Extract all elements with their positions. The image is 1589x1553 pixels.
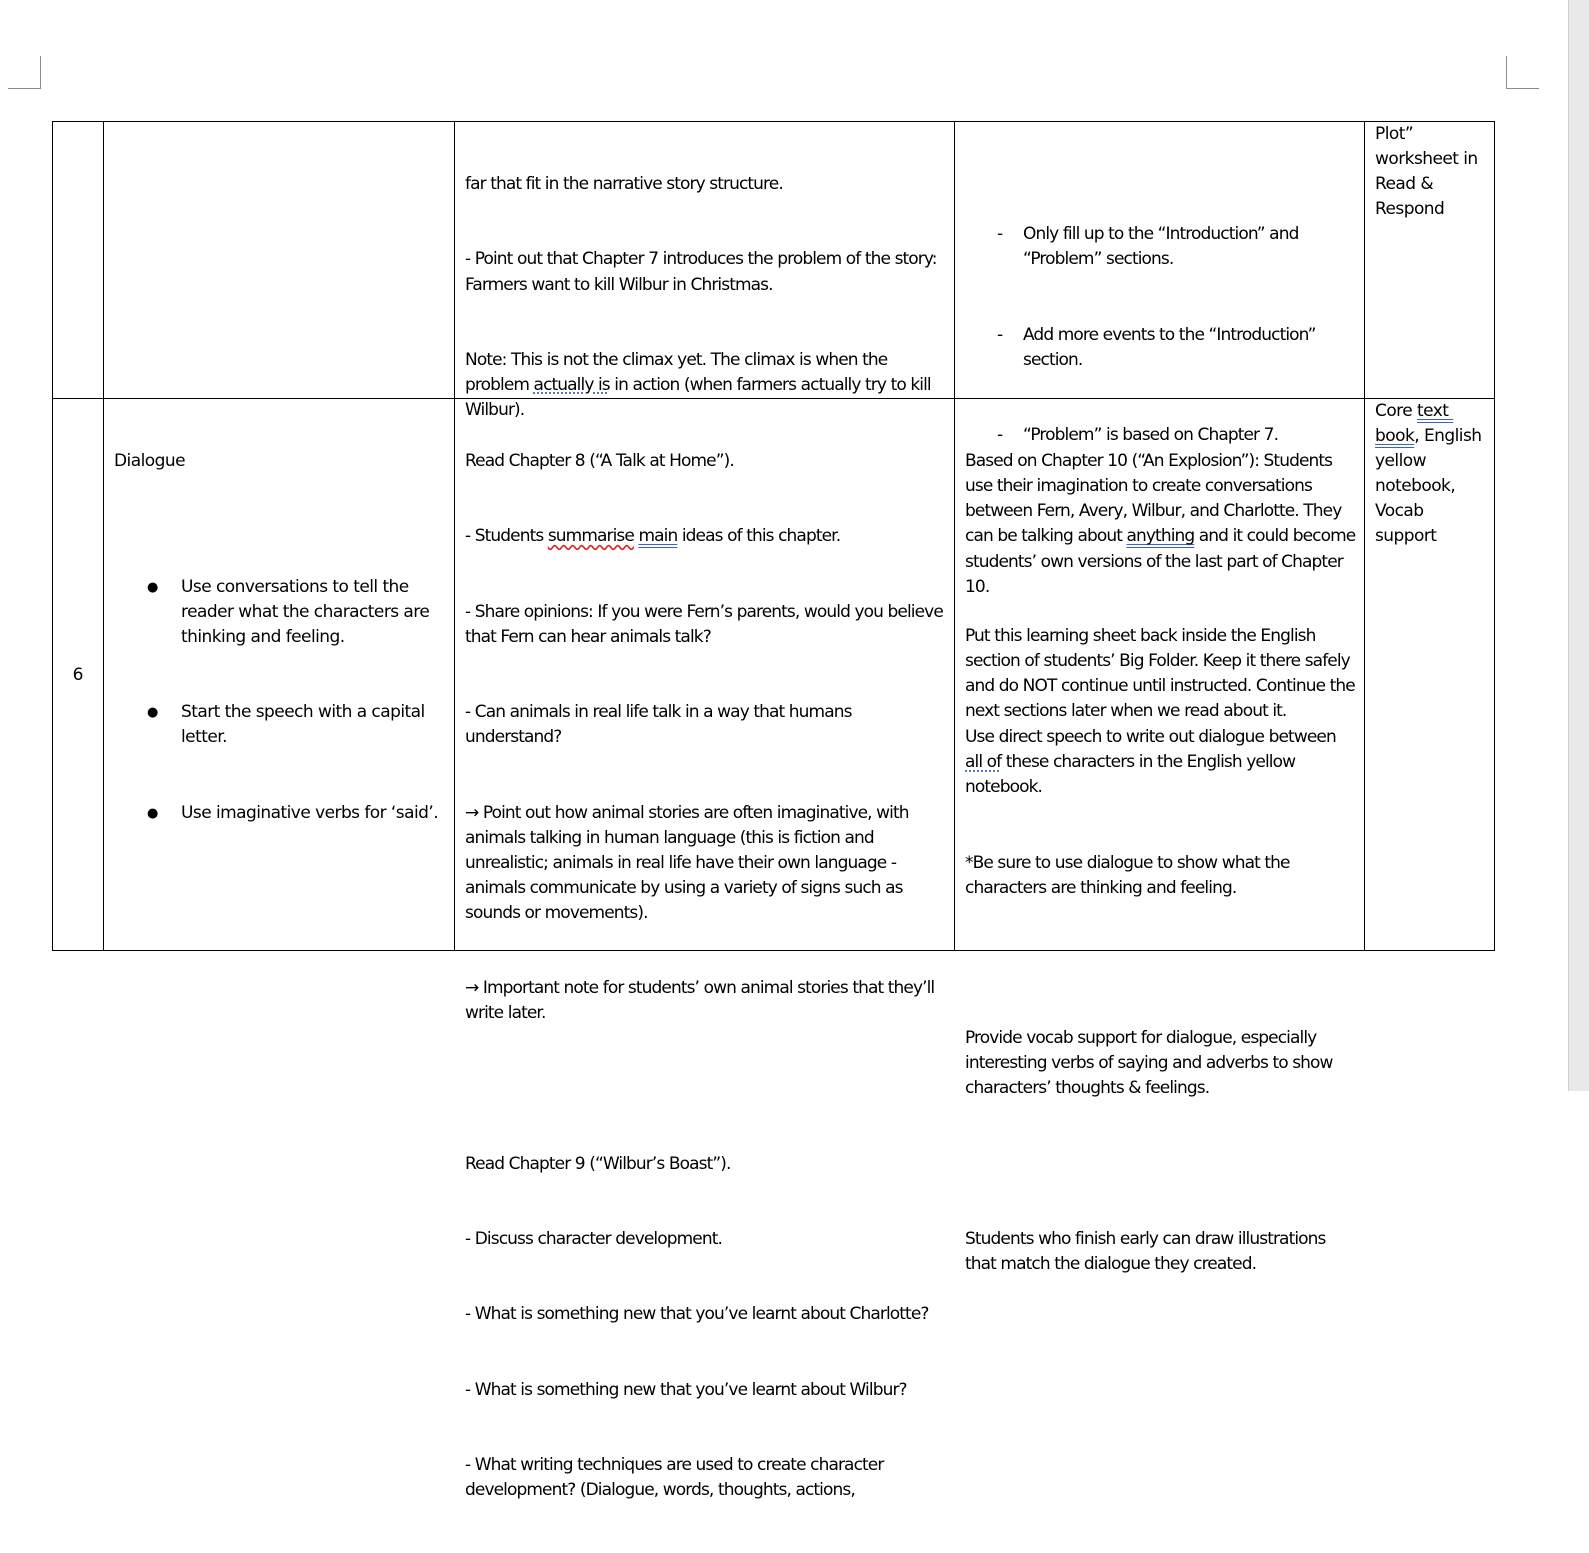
activity-line: Note: This is not the climax yet. The climax is when the problem actually is in action (when farmers actually try to kill Wilbur). bbox=[465, 349, 936, 421]
grammar-flagged-text[interactable]: actually is bbox=[533, 374, 610, 395]
list-item: - Add more events to the “Introduction” section. bbox=[965, 323, 1356, 373]
task-paragraph: Provide vocab support for dialogue, especially interesting verbs of saying and adverbs to show characters’ thoughts & feelings. bbox=[965, 1028, 1338, 1099]
grammar-flagged-text[interactable]: main bbox=[638, 526, 678, 547]
grammar-flagged-text[interactable]: text book bbox=[1375, 401, 1454, 447]
task-paragraph: Students who finish early can draw illustrations that match the dialogue they created. bbox=[965, 1228, 1331, 1274]
grammar-flagged-text[interactable]: all of bbox=[965, 752, 1002, 773]
resources-text: Core text book, English yellow notebook, Vocab support bbox=[1375, 401, 1487, 547]
objective-bullet-list bbox=[114, 524, 446, 875]
activity-line: → Important note for students’ own animal stories that they’ll write later. bbox=[465, 978, 939, 1024]
list-item: - Only fill up to the “Introduction” and “Problem” sections. bbox=[965, 222, 1356, 272]
list-item: ● Start the speech with a capital letter. bbox=[114, 700, 446, 750]
activity-line: → Point out how animal stories are often imaginative, with animals talking in human language (this is fiction and unrealistic; animals in real life have their own language - animals communicate by using a variety of signs such as sounds or movements). bbox=[465, 802, 914, 923]
lesson-number: 6 bbox=[72, 664, 84, 685]
objectives-cell bbox=[104, 399, 455, 951]
spelling-flagged-text[interactable]: summarise bbox=[547, 526, 634, 547]
activity-line: Read Chapter 9 (“Wilbur’s Boast”). bbox=[465, 1153, 731, 1174]
lesson-number-cell bbox=[53, 122, 104, 399]
activity-line: - What is something new that you’ve learnt about Wilbur? bbox=[465, 1379, 907, 1400]
grammar-flagged-text[interactable]: anything bbox=[1126, 526, 1195, 547]
margin-corner-mark-left bbox=[8, 56, 41, 89]
resources-cell bbox=[1365, 399, 1495, 951]
lesson-plan-table bbox=[52, 121, 1495, 1500]
resources-text: Plot” worksheet in Read & Respond bbox=[1375, 124, 1483, 220]
resources-cell bbox=[1365, 122, 1495, 399]
activity-line: - What writing techniques are used to create character development? (Dialogue, words, thoughts, actions, bbox=[465, 1454, 888, 1500]
activities-cell bbox=[455, 399, 955, 1500]
list-item: - “Problem” is based on Chapter 7. bbox=[965, 423, 1356, 448]
activity-line: - Point out that Chapter 7 introduces the problem of the story: Farmers want to kill Wilbur in Christmas. bbox=[465, 249, 942, 295]
margin-corner-mark-right bbox=[1506, 56, 1539, 89]
activities-cell bbox=[455, 122, 955, 421]
activity-line: far that fit in the narrative story structure. bbox=[465, 174, 783, 195]
task-paragraph: Put this learning sheet back inside the English section of students’ Big Folder. Keep it there safely and do NOT continue until instructed. Continue the next sections later when we read about it. bbox=[965, 625, 1360, 722]
list-item: ● Use imaginative verbs for ‘said’. bbox=[114, 801, 446, 826]
objective-title: Dialogue bbox=[114, 451, 185, 472]
table-row bbox=[53, 122, 1495, 399]
task-paragraph: Use direct speech to write out dialogue between all of these characters in the English yellow notebook. bbox=[965, 727, 1341, 798]
activity-line: - Students summarise main ideas of this chapter. bbox=[465, 526, 841, 547]
activity-line: - What is something new that you’ve learnt about Charlotte? bbox=[465, 1304, 929, 1325]
activity-line: - Can animals in real life talk in a way that humans understand? bbox=[465, 702, 857, 748]
activity-line: Read Chapter 8 (“A Talk at Home”). bbox=[465, 451, 734, 472]
list-item: ● Use conversations to tell the reader what the characters are thinking and feeling. bbox=[114, 575, 446, 650]
activity-line: - Share opinions: If you were Fern’s parents, would you believe that Fern can hear animals talk? bbox=[465, 601, 948, 647]
task-paragraph: Based on Chapter 10 (“An Explosion”): Students use their imagination to create conversations between Fern, Avery, Wilbur, and Charlotte. They can be talking about anything and it could become students’ own versions of the last part of Chapter 10. bbox=[965, 451, 1360, 597]
task-paragraph: *Be sure to use dialogue to show what the characters are thinking and feeling. bbox=[965, 852, 1295, 898]
lesson-number-cell bbox=[53, 399, 104, 951]
activity-line: - Discuss character development. bbox=[465, 1229, 723, 1249]
objectives-cell bbox=[104, 122, 455, 399]
scrollbar-track[interactable] bbox=[1568, 0, 1589, 1091]
